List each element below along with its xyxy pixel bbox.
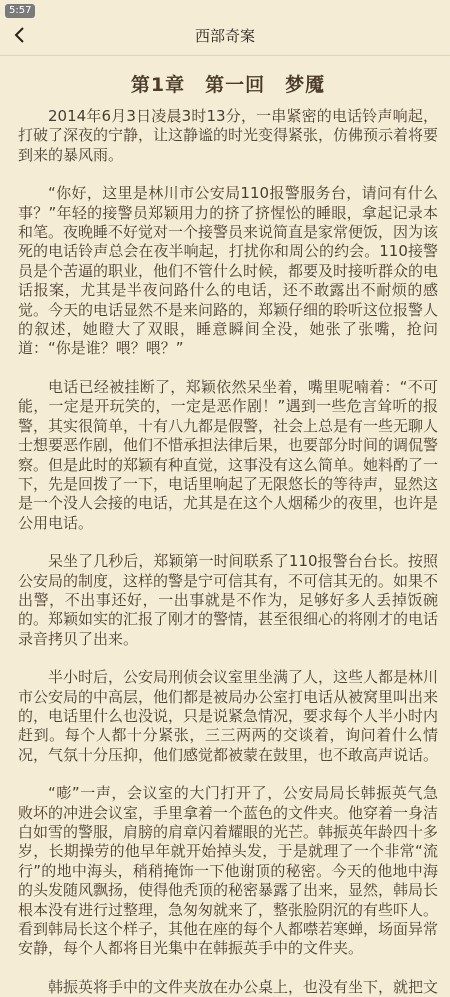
paragraph: 2014年6月3日凌晨3时13分，一串紧密的电话铃声响起，打破了深夜的宁静，让这静谧的时光变得紧张，仿佛预示着将要到来的暴风雨。 <box>18 107 439 164</box>
paragraph: 呆坐了几秒后，郑颖第一时间联系了110报警台台长。按照公安局的制度，这样的警是宁可信其有，不可信其无的。如果不出警，不出事还好，一出事就是不作为，足够好多人丢掉饭碗的。郑颖如实的汇报了刚才的警情，甚至很细心的将刚才的电话录音拷贝了出来。 <box>18 552 439 648</box>
back-button[interactable] <box>8 23 32 47</box>
status-bar <box>0 0 450 22</box>
paragraph: 半小时后，公安局刑侦会议室里坐满了人，这些人都是林川市公安局的中高层，他们都是被局办公室打电话从被窝里叫出来的，电话里什么也没说，只是说紧急情况，要求每个人半小时内赶到。每个人都十分紧张，三三两两的交谈着，询问着什么情况，气氛十分压抑，他们感觉都被蒙在鼓里，也不敢高声说话。 <box>18 668 439 764</box>
paragraph: 电话已经被挂断了，郑颖依然呆坐着，嘴里呢喃着：“不可能，一定是开玩笑的，一定是恶作剧！”遇到一些危言耸听的报警，其实很简单，十有八九都是假警，社会上总是有一些无聊人士想要恶作剧，他们不惜承担法律后果，也要部分时间的调侃警察。但是此时的郑颖有种直觉，这事没有这么简单。她料酌了一下，先是回拨了一下，电话里响起了无限悠长的等待声，显然这是一个没人会接的电话，尤其是在这个人烟稀少的夜里，也许是公用电话。 <box>18 377 439 532</box>
chapter-title: 第1章 第一回 梦魇 <box>130 74 326 96</box>
paragraph: “你好，这里是林川市公安局110报警服务台，请问有什么事？”年轻的接警员郑颖用力的挤了挤惺忪的睡眼，拿起记录本和笔。夜晚睡不好觉对一个接警员来说简直是家常便饭，因为该死的电话铃声总会在夜半响起，打扰你和周公的约会。110接警员是个苦逼的职业，他们不管什么时候，都要及时接听群众的电话报案，尤其是半夜问路什么的电话，还不敢露出不耐烦的感觉。今天的电话显然不是来问路的，郑颖仔细的聆听这位报警人的叙述，她瞪大了双眼，睡意瞬间全没，她张了张嘴，抢问道：“你是谁？喂？喂？” <box>18 184 439 358</box>
chevron-left-icon <box>13 26 27 44</box>
page-title: 西部奇案 <box>194 26 255 45</box>
header-divider <box>0 55 450 56</box>
status-badge: 5:57 <box>5 4 35 18</box>
nav-bar <box>0 22 450 48</box>
paragraph: “嘭”一声，会议室的大门打开了，公安局局长韩振英气急败坏的冲进会议室，手里拿着一个蓝色的文件夹。他穿着一身洁白如雪的警服，肩膀的肩章闪着耀眼的光芒。韩振英年龄四十多岁，长期操劳的他早年就开始掉头发，于是就理了一个非常“流行”的地中海头，稍稍掩饰一下他谢顶的秘密。今天的他地中海的头发随风飘扬，使得他秃顶的秘密暴露了出来，显然，韩局长根本没有进行过整理，急匆匆就来了，整张脸阴沉的有些吓人。看到韩局长这个样子，其他在座的每个人都噤若寒蝉，场面异常安静，每个人都将目光集中在韩振英手中的文件夹。 <box>18 784 439 958</box>
reader-content[interactable] <box>0 70 450 997</box>
paragraph: 韩振英将手中的文件夹放在办公桌上，也没有坐下，就把文 <box>48 977 439 996</box>
